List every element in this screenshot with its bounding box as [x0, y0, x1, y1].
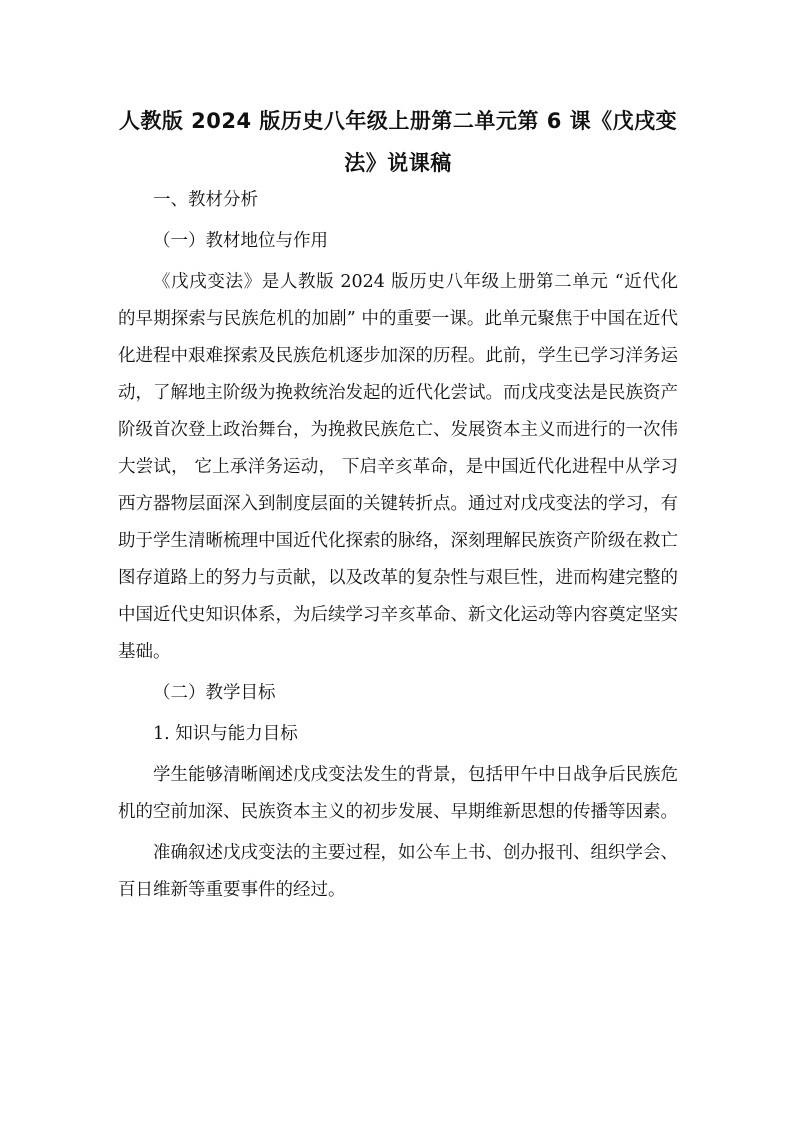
page-title: 人教版 2024 版历史八年级上册第二单元第 6 课《戊戌变法》说课稿	[118, 109, 678, 175]
paragraph-position-and-role: 《戊戌变法》是人教版 2024 版历史八年级上册第二单元 “近代化的早期探索与民族危机的加剧” 中的重要一课。此单元聚焦于中国在近代化进程中艰难探索及民族危机逐步加深的历程。此前，学生已学习洋务运动，了解地主阶级为挽救统治发起的近代化尝试。而戊戌变法是民族资产阶级首次登上政治舞台，为挽救民族危亡、发展资本主义而进行的一次伟大尝试， 它上承洋务运动， 下启辛亥革命，是中国近代化进程中从学习西方器物层面深入到制度层面的关键转折点。通过对戊戌变法的学习，有助于学生清晰梳理中国近代化探索的脉络，深刻理解民族资产阶级在救亡图存道路上的努力与贡献，以及改革的复杂性与艰巨性，进而构建完整的中国近代史知识体系，为后续学习辛亥革命、新文化运动等内容奠定坚实基础。	[118, 272, 678, 662]
goal-item-knowledge-and-ability: 1. 知识与能力目标	[153, 724, 298, 744]
subsection-heading-position-and-role: （一）教材地位与作用	[153, 231, 328, 251]
paragraph-process-goal: 准确叙述戊戌变法的主要过程，如公车上书、创办报刊、组织学会、百日维新等重要事件的经过。	[118, 843, 678, 900]
paragraph-background-goal: 学生能够清晰阐述戊戌变法发生的背景，包括甲午中日战争后民族危机的空前加深、民族资本主义的初步发展、早期维新思想的传播等因素。	[118, 765, 678, 822]
document-body	[118, 182, 678, 913]
section-heading-teaching-material-analysis: 一、教材分析	[153, 190, 258, 210]
subsection-heading-teaching-goals: （二）教学目标	[153, 683, 276, 703]
